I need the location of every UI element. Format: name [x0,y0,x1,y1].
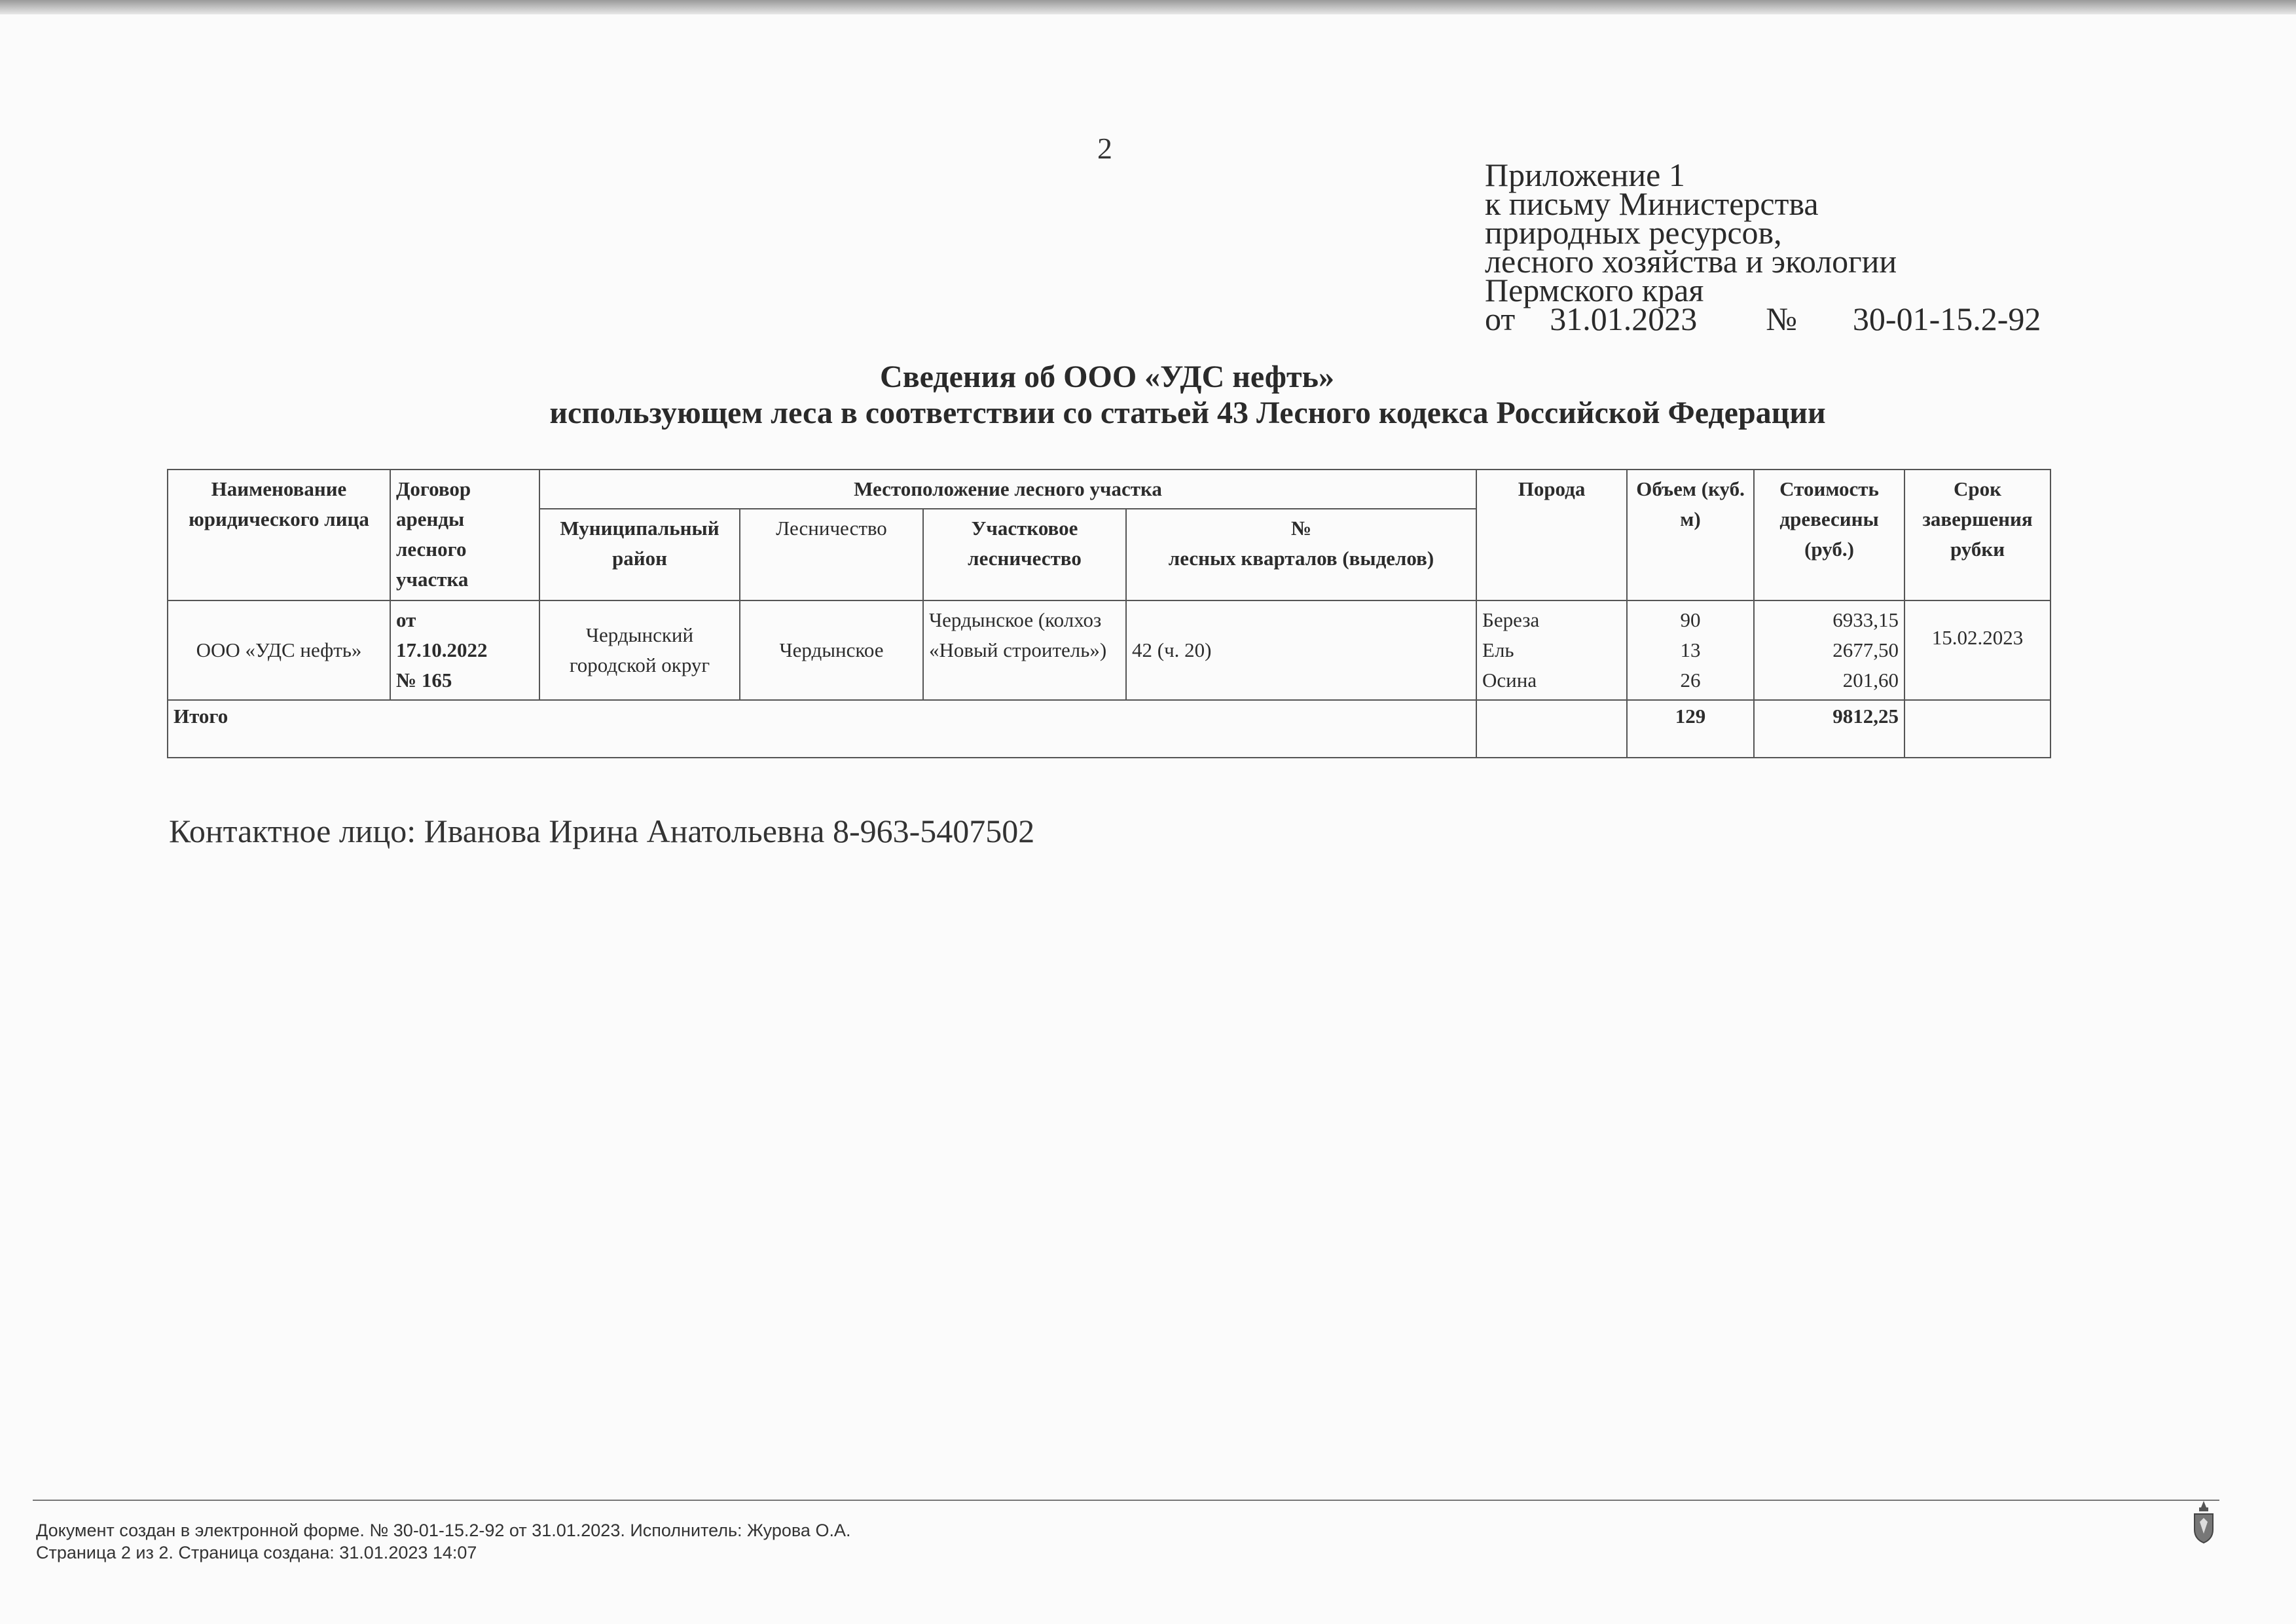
cost-item: 6933,15 [1832,608,1899,631]
volume-item: 90 [1680,608,1701,631]
footer-line-1: Документ создан в электронной форме. № 30-01-15.2-92 от 31.01.2023. Исполнитель: Журова О.А. [36,1521,851,1540]
appendix-reference [1485,301,2041,337]
volume-item: 26 [1680,669,1701,692]
contract-date: 17.10.2022 [396,638,488,661]
footer [36,1519,850,1564]
footer-line-2: Страница 2 из 2. Страница создана: 31.01.2023 14:07 [36,1543,477,1562]
cell-contract [390,600,539,700]
header-location: Местоположение лесного участка [539,470,1476,509]
cell-volumes [1627,600,1754,700]
total-volume: 129 [1627,700,1754,758]
total-species [1476,700,1627,758]
header-quarters-no: № [1290,517,1312,540]
header-quarters [1126,509,1476,600]
document-subtitle: использующем леса в соответствии со статьей 43 Лесного кодекса Российской Федерации [549,396,1826,430]
coat-of-arms-icon [2192,1500,2215,1544]
species-item: Осина [1482,669,1537,692]
contact-person: Контактное лицо: Иванова Ирина Анатольевна 8-963-5407502 [169,813,1035,849]
cost-item: 201,60 [1842,669,1899,692]
number-sign: № [1766,301,1797,337]
forest-use-table [167,469,2051,758]
letter-number: 30-01-15.2-92 [1852,301,2041,337]
cell-forestry: Чердынское [740,600,923,700]
cell-costs [1754,600,1904,700]
header-quarters-text: лесных кварталов (выделов) [1168,547,1434,570]
page-number: 2 [1097,132,1112,165]
header-species: Порода [1476,470,1627,600]
appendix-line: природных ресурсов, [1485,214,1782,251]
header-forestry: Лесничество [740,509,923,600]
scan-top-edge [0,0,2296,14]
total-deadline [1904,700,2050,758]
total-cost: 9812,25 [1754,700,1904,758]
species-item: Береза [1482,608,1540,631]
header-volume: Объем (куб. м) [1627,470,1754,600]
header-entity: Наименование юридического лица [168,470,390,600]
cell-district: Чердынский городской округ [539,600,740,700]
volume-item: 13 [1680,638,1701,661]
cell-entity: ООО «УДС нефть» [168,600,390,700]
appendix-line: Приложение 1 [1485,157,1685,193]
appendix-line: к письму Министерства [1485,185,1819,222]
letter-date: 31.01.2023 [1550,301,1698,337]
document-title: Сведения об ООО «УДС нефть» [880,360,1334,394]
header-district: Муниципальный район [539,509,740,600]
cell-quarters: 42 (ч. 20) [1126,600,1476,700]
header-deadline: Срок завершения рубки [1904,470,2050,600]
contract-number: № 165 [396,669,452,692]
header-district-forestry: Участковое лесничество [923,509,1126,600]
header-contract: Договор аренды лесного участка [390,470,539,600]
from-label: от [1485,301,1516,337]
species-item: Ель [1482,638,1514,661]
appendix-line: лесного хозяйства и экологии [1485,243,1897,280]
cost-item: 2677,50 [1832,638,1899,661]
contract-from: от [396,608,416,631]
appendix-block [1485,157,2041,337]
appendix-line: Пермского края [1485,272,1704,308]
cell-species [1476,600,1627,700]
footer-divider [33,1500,2219,1501]
cell-deadline: 15.02.2023 [1904,600,2050,700]
total-label: Итого [168,700,1476,758]
cell-district-forestry: Чердынское (колхоз «Новый строитель») [923,600,1126,700]
header-cost: Стоимость древесины (руб.) [1754,470,1904,600]
